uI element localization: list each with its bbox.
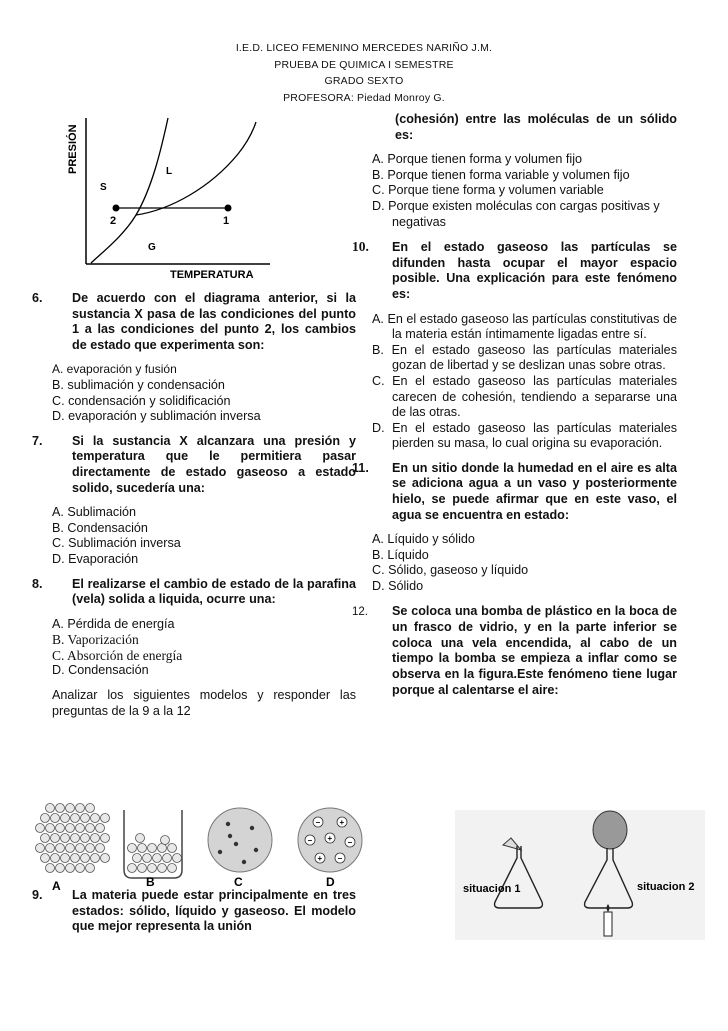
particle (76, 864, 85, 873)
question-9-continued: (cohesión) entre las moléculas de un sólido es: (395, 112, 677, 142)
point-1 (225, 205, 232, 212)
particle (153, 854, 162, 863)
particle (61, 834, 70, 843)
particle (86, 864, 95, 873)
model-label-c: C (234, 875, 243, 889)
ion-charge: + (317, 854, 323, 863)
particle (76, 844, 85, 853)
instruction: Analizar los siguientes modelos y responder las preguntas de la 9 a la 12 (52, 688, 356, 718)
q8-option-d: D. Condensación (52, 663, 149, 678)
model-c-gas (208, 808, 272, 872)
particle (161, 836, 170, 845)
diagram-xlabel: TEMPERATURA (170, 269, 254, 281)
diagram-ylabel: PRESIÓN (67, 124, 79, 174)
particle (51, 814, 60, 823)
particle (158, 864, 167, 873)
particle (36, 844, 45, 853)
particle (136, 834, 145, 843)
grade: GRADO SEXTO (324, 75, 404, 87)
particle (41, 854, 50, 863)
model-b-liquid (128, 834, 182, 873)
q7-option-b: B. Condensación (52, 520, 148, 535)
question-10: 10. En el estado gaseoso las partículas se difunden hasta ocupar el mayor espacio posible. Una explicación para este fenómeno es: (352, 239, 677, 301)
question-7: 7. Si la sustancia X alcanzara una presión y temperatura que le permitiera pasar directamente de estado gaseoso a estado solido, sucedería una: (32, 433, 356, 495)
particle (96, 844, 105, 853)
particle (101, 834, 110, 843)
particle (96, 824, 105, 833)
particle (226, 822, 230, 826)
exam-title: PRUEBA DE QUIMICA I SEMESTRE (274, 59, 454, 71)
q8-option-c: C. Absorción de energía (52, 647, 183, 663)
q11-option-c: C. Sólido, gaseoso y líquido (372, 563, 529, 578)
school-name: I.E.D. LICEO FEMENINO MERCEDES NARIÑO J.M. (235, 42, 493, 54)
particle (218, 850, 222, 854)
q6-option-b: B. sublimación y condensación (52, 377, 225, 392)
particle (61, 854, 70, 863)
ion-charge: − (315, 818, 321, 827)
particle (101, 814, 110, 823)
question-8: 8. El realizarse el cambio de estado de la parafina (vela) solida a liquida, ocurre una: (32, 576, 356, 607)
q10-option-b: B. En el estado gaseoso las partículas materiales gozan de libertad y se deslizan unas sobre otras. (372, 342, 677, 373)
particle (86, 844, 95, 853)
particle (56, 804, 65, 813)
ion-charge: + (339, 818, 345, 827)
question-9: 9. La materia puede estar principalmente en tres estados: sólido, líquido y gaseoso. El modelo que mejor representa la unión (32, 888, 356, 934)
phase-diagram (60, 110, 280, 282)
particle (148, 864, 157, 873)
model-a-solid (36, 804, 110, 873)
particle (168, 844, 177, 853)
q7-option-a: A. Sublimación (52, 505, 136, 520)
teacher: PROFESORA: Piedad Monroy G. (283, 92, 445, 104)
particle (91, 854, 100, 863)
q11-option-a: A. Líquido y sólido (372, 532, 475, 547)
question-11: 11. En un sitio donde la humedad en el aire es alta se adiciona agua a un vaso y posteriormente hielo, se puede afirmar que en este vaso, el agua se encuentra en estado: (352, 460, 677, 522)
q7-option-d: D. Evaporación (52, 551, 139, 566)
particle (101, 854, 110, 863)
particle (148, 844, 157, 853)
situation-2-label: situacion 2 (637, 881, 695, 893)
particle (138, 864, 147, 873)
q10-option-a: A. En el estado gaseoso las partículas constitutivas de la materia están íntimamente ligadas entre sí. (372, 311, 677, 342)
q10-option-d: D. En el estado gaseoso las partículas materiales pierden su masa, lo cual origina su evaporación. (372, 420, 677, 451)
particle (76, 824, 85, 833)
particle (168, 864, 177, 873)
q9-option-a: A. Porque tienen forma y volumen fijo (372, 152, 583, 167)
label-g: G (148, 242, 156, 253)
particle (81, 834, 90, 843)
particle (228, 834, 232, 838)
ion-charge: + (327, 834, 333, 843)
label-l: L (166, 166, 173, 177)
label-s: S (100, 182, 107, 193)
right-column (352, 112, 677, 698)
inflated-balloon (593, 811, 627, 849)
particle (46, 824, 55, 833)
q9-option-b: B. Porque tienen forma variable y volumen fijo (372, 167, 630, 182)
q8-option-a: A. Pérdida de energía (52, 616, 175, 631)
particle (81, 854, 90, 863)
particle (46, 864, 55, 873)
particle (51, 834, 60, 843)
particle (66, 824, 75, 833)
matter-models-figure (30, 800, 370, 892)
particle (133, 854, 142, 863)
particle (250, 826, 254, 830)
particle (163, 854, 172, 863)
particle (138, 844, 147, 853)
model-label-b: B (146, 875, 155, 889)
particle (56, 864, 65, 873)
question-9-block (32, 888, 356, 935)
q11-option-b: B. Líquido (372, 547, 429, 562)
q6-option-a: A. evaporación y fusión (52, 362, 177, 377)
ion-charge: − (347, 838, 353, 847)
ion-charge: − (337, 854, 343, 863)
candle (604, 912, 612, 936)
particle (254, 848, 258, 852)
particle (56, 844, 65, 853)
question-12: 12. Se coloca una bomba de plástico en la boca de un frasco de vidrio, y en la parte inferior se coloca una vela encendida, al cabo de un tiempo la bomba se empieza a inflar como se observa en la figura.Este fenómeno tiene lugar porque al calentarse el aire: (352, 603, 677, 697)
particle (71, 814, 80, 823)
q10-option-c: C. En el estado gaseoso las partículas materiales carecen de cohesión, tendiendo a separarse una de las otras. (372, 373, 677, 420)
particle (41, 814, 50, 823)
particle (66, 844, 75, 853)
particle (46, 844, 55, 853)
situation-1-label: situacion 1 (463, 883, 521, 895)
point-2 (113, 205, 120, 212)
q9-option-c: C. Porque tiene forma y volumen variable (372, 183, 604, 198)
particle (71, 834, 80, 843)
label-point-1: 1 (223, 215, 230, 227)
particle (91, 834, 100, 843)
q9-option-d: D. Porque existen moléculas con cargas positivas y negativas (372, 198, 660, 229)
particle (76, 804, 85, 813)
q6-option-c: C. condensación y solidificación (52, 393, 231, 408)
particle (128, 864, 137, 873)
particle (128, 844, 137, 853)
ion-charge: − (307, 836, 313, 845)
label-point-2: 2 (110, 215, 117, 227)
particle (46, 804, 55, 813)
particle (173, 854, 182, 863)
particle (71, 854, 80, 863)
particle (41, 834, 50, 843)
particle (86, 824, 95, 833)
particle (51, 854, 60, 863)
particle (91, 814, 100, 823)
particle (61, 814, 70, 823)
particle (66, 864, 75, 873)
model-label-a: A (52, 879, 61, 892)
particle (81, 814, 90, 823)
particle (86, 804, 95, 813)
particle (36, 824, 45, 833)
model-label-d: D (326, 875, 335, 889)
q8-option-b: B. Vaporización (52, 632, 139, 648)
particle (242, 860, 246, 864)
left-column (32, 291, 356, 719)
particle (56, 824, 65, 833)
particle (234, 842, 238, 846)
q6-option-d: D. evaporación y sublimación inversa (52, 409, 261, 424)
q7-option-c: C. Sublimación inversa (52, 536, 181, 551)
particle (66, 804, 75, 813)
balloon-figure (455, 810, 705, 940)
q11-option-d: D. Sólido (372, 579, 424, 594)
question-6: 6. De acuerdo con el diagrama anterior, si la sustancia X pasa de las condiciones del punto 1 a las condiciones del punto 2, los cambios de estado que experimenta son: (32, 291, 356, 352)
particle (143, 854, 152, 863)
